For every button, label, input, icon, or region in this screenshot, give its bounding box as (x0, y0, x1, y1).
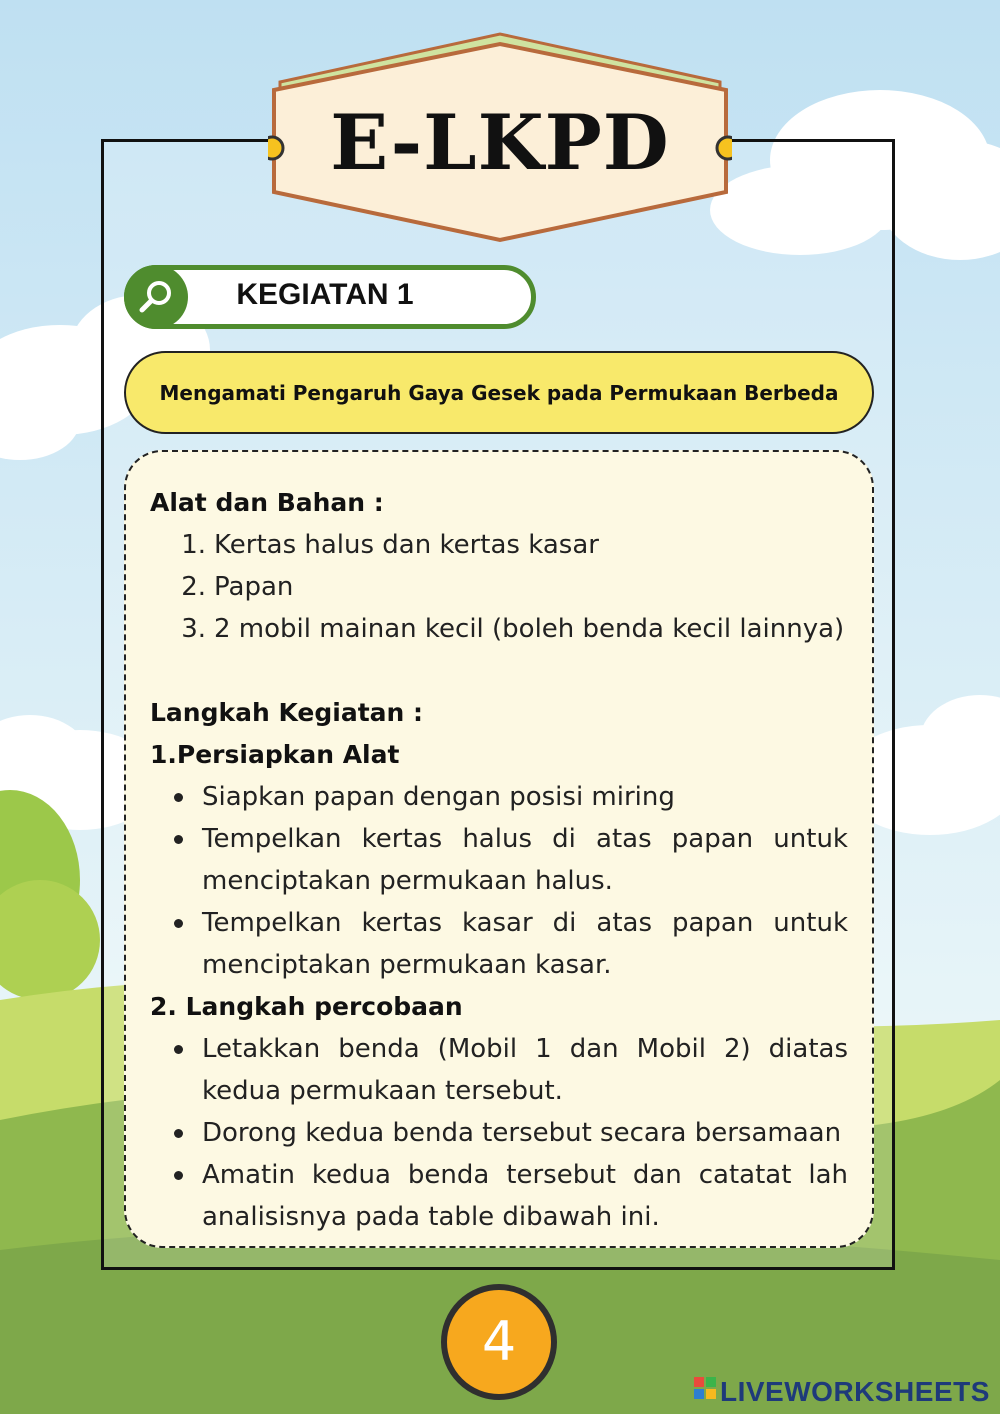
list-item: Amatin kedua benda tersebut dan catatat lah analisisnya pada table dibawah ini. (150, 1154, 848, 1238)
list-item: Dorong kedua benda tersebut secara bersamaan (150, 1112, 848, 1154)
list-item: Siapkan papan dengan posisi miring (150, 776, 848, 818)
activity-subtitle: Mengamati Pengaruh Gaya Gesek pada Permukaan Berbeda (159, 380, 839, 405)
brand-name: LIVEWORKSHEETS (720, 1376, 990, 1407)
list-item: Tempelkan kertas halus di atas papan untuk menciptakan permukaan halus. (150, 818, 848, 902)
list-item: 2. Papan (181, 572, 294, 602)
materials-heading: Alat dan Bahan : (150, 488, 384, 517)
liveworksheets-logo-icon (694, 1377, 716, 1399)
activity-icon-circle (124, 265, 188, 329)
steps-heading: Langkah Kegiatan : (150, 698, 424, 727)
page-title: E-LKPD (330, 98, 670, 187)
page-number: 4 (441, 1284, 557, 1400)
content-box (124, 450, 874, 1248)
step-section-2-heading: 2. Langkah percobaan (150, 992, 463, 1021)
activity-label: KEGIATAN 1 (236, 278, 414, 311)
activity-subtitle-banner (124, 351, 874, 434)
list-item: Tempelkan kertas kasar di atas papan untuk menciptakan permukaan kasar. (150, 902, 848, 986)
step-section-1-heading: 1.Persiapkan Alat (150, 740, 400, 769)
list-item: 3. 2 mobil mainan kecil (boleh benda kecil lainnya) (181, 614, 845, 644)
list-item: Letakkan benda (Mobil 1 dan Mobil 2) diatas kedua permukaan tersebut. (150, 1028, 848, 1112)
list-item: 1. Kertas halus dan kertas kasar (181, 530, 599, 560)
magnifier-icon (138, 279, 174, 315)
